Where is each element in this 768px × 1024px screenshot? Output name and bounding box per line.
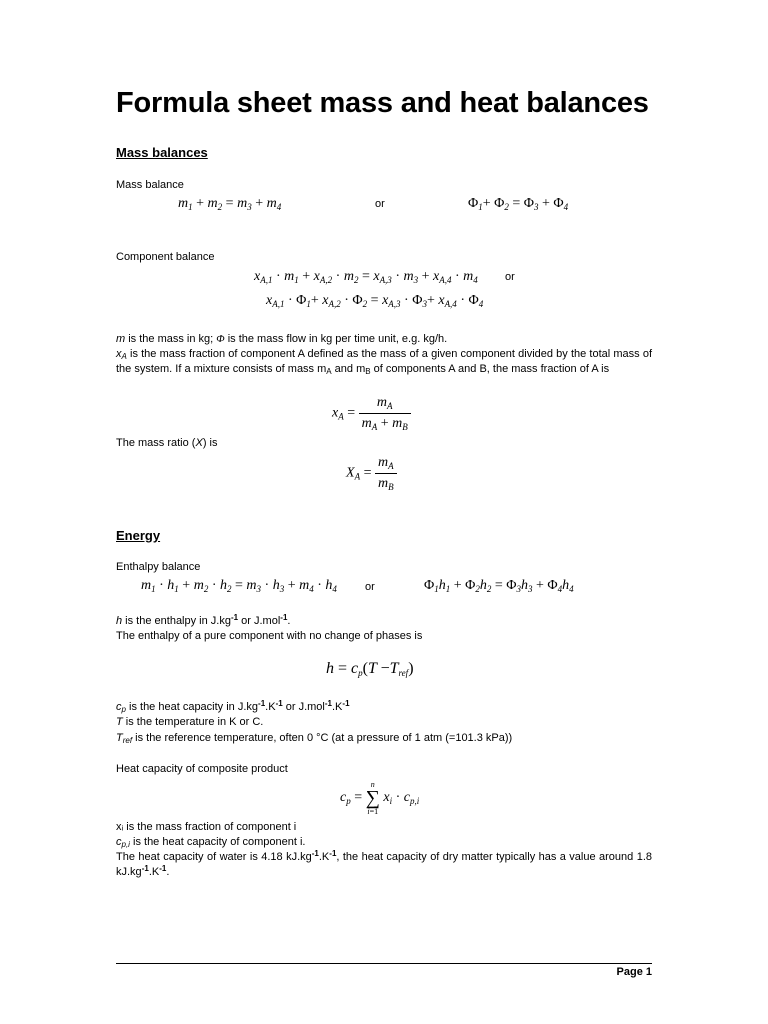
enthalpy-formula: $h = c_p(T -T_{ref})$ — [326, 660, 414, 678]
composite-heat-capacity-formula: $c_p$ = n ∑ i=1 $x_i \cdot c_{p,i}$ — [340, 780, 420, 816]
energy-heading: Energy — [116, 528, 161, 543]
mass-balances-heading: Mass balances — [116, 145, 208, 160]
page-title: Formula sheet mass and heat balances — [116, 87, 649, 119]
mass-ratio-label: The mass ratio (X) is — [116, 437, 218, 449]
enthalpy-balance-equation: $m_1 \cdot h_1 + m_2 \cdot h_2 = m_3 \cdot h_3 + m_4 \cdot h_4$ — [141, 578, 337, 594]
mass-ratio-formula: $X_A$ = $\frac{m_A}{m_B}$ — [346, 455, 397, 492]
composite-heat-capacity-label: Heat capacity of composite product — [116, 763, 288, 775]
enthalpy-flow-balance-equation: $\Phi_1h_1 + \Phi_2h_2 = \Phi_3h_3 + \Phi_4h_4$ — [424, 578, 574, 594]
enthalpy-definition: h is the enthalpy in $J.kg^{-1}$ or J.mol$^{-1}$. — [116, 613, 291, 627]
page-number: Page 1 — [616, 966, 652, 978]
mass-fraction-formula: $x_A$ = $\frac{m_A}{m_A + m_B}$ — [332, 395, 411, 432]
mass-balance-equation: $m_1 + m_2 = m_3 + m_4$ — [178, 196, 282, 212]
xi-definition: xᵢ is the mass fraction of component i — [116, 821, 297, 833]
footer-divider — [116, 963, 652, 964]
definition-m-phi: m is the mass in kg; Φ is the mass flow in kg per time unit, e.g. kg/h. — [116, 333, 448, 345]
cpi-definition: $c_{p,i}$ is the heat capacity of component i. — [116, 836, 306, 849]
temperature-definition: T is the temperature in K or C. — [116, 716, 264, 728]
component-balance-equation-flow: $x_{A,1} \cdot \Phi_1+ x_{A,2} \cdot \Phi_2 = x_{A,3} \cdot \Phi_3+ x_{A,4} \cdot \Phi_4$ — [266, 293, 484, 309]
or-text: or — [365, 581, 375, 593]
enthalpy-balance-label: Enthalpy balance — [116, 561, 201, 573]
pure-component-text: The enthalpy of a pure component with no change of phases is — [116, 630, 423, 642]
tref-definition: $T_{ref}$ is the reference temperature, often 0 °C (at a pressure of 1 atm (=101.3 kPa)) — [116, 732, 513, 745]
definition-xa: $x_A$ is the mass fraction of component A defined as the mass of a given component divided by the total mass of the system. If a mixture consists of mass $m_A$ and $m_B$ of components A and B, the mass fraction of A is — [116, 348, 652, 376]
component-balance-label: Component balance — [116, 251, 215, 263]
water-heat-capacity-text: The heat capacity of water is 4.18 $kJ.kg^{-1}.K^{-1}$, the heat capacity of dry matter typically has a value around 1.8 $kJ.kg^{-1}.K^{-1}$. — [116, 849, 652, 878]
cp-definition: $c_p$ is the heat capacity in $J.kg^{-1}.K^{-1}$ or $J.mol^{-1}.K^{-1}$ — [116, 699, 350, 714]
mass-balance-label: Mass balance — [116, 179, 184, 191]
mass-flow-balance-equation: $\Phi_1+ \Phi_2 = \Phi_3 + \Phi_4$ — [468, 196, 569, 212]
or-text: or — [375, 198, 385, 210]
component-balance-equation-mass: $x_{A,1} \cdot m_1 + x_{A,2} \cdot m_2 = x_{A,3} \cdot m_3 + x_{A,4} \cdot m_4$ — [254, 269, 478, 285]
or-text: or — [505, 271, 515, 283]
